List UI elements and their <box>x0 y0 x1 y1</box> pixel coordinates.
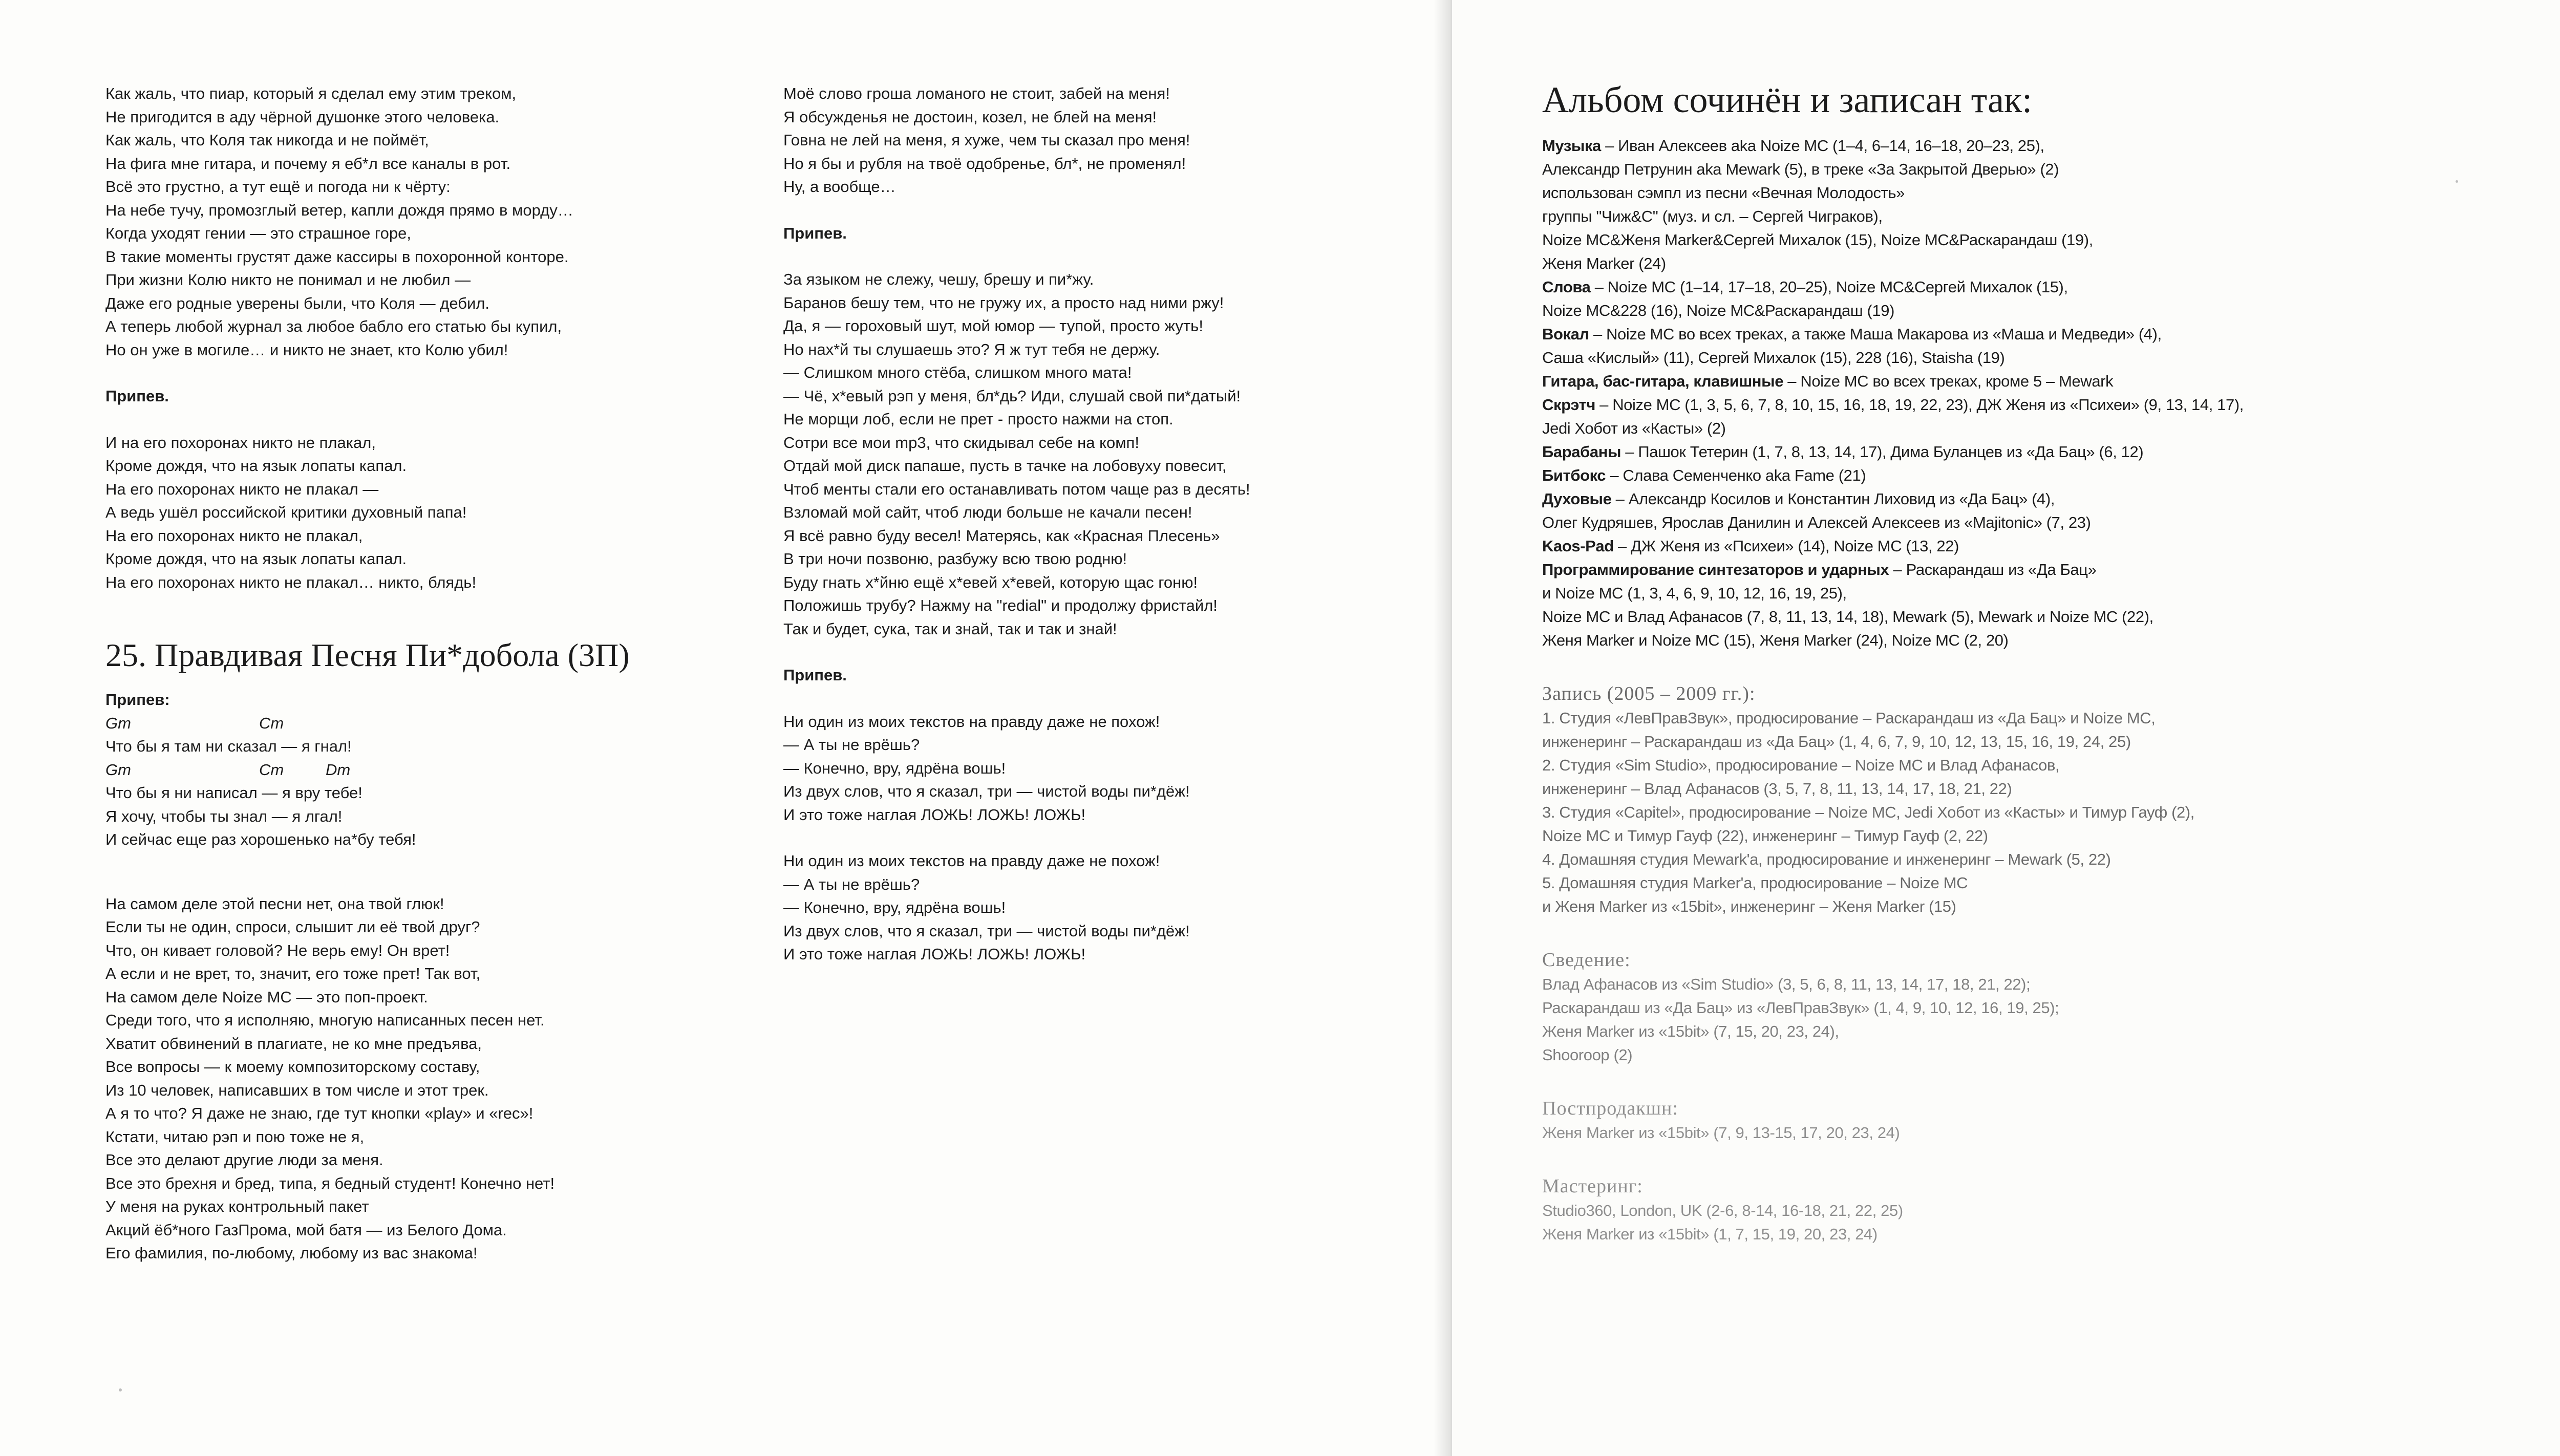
text-line: И на его похоронах никто не плакал, <box>105 433 376 452</box>
text-line: Но он уже в могиле… и никто не знает, кто Колю убил! <box>105 340 508 359</box>
credit-text: Noize MC и Влад Афанасов (7, 8, 11, 13, 14, 18), Mewark (5), Mewark и Noize MC (22), <box>1542 608 2153 626</box>
credit-role: Барабаны <box>1542 443 1622 461</box>
chord-row <box>105 758 669 782</box>
verse-block <box>783 268 1398 640</box>
text-line: Я обсужденья не достоин, козел, не блей на меня! <box>783 108 1157 126</box>
credit-role: Гитара, бас-гитара, клавишные <box>1542 372 1784 390</box>
text-line: Я всё равно буду весел! Матерясь, как «Красная Плесень» <box>783 526 1220 545</box>
credit-text: – ДЖ Женя из «Психеи» (14), Noize MC (13, 22) <box>1613 537 1959 555</box>
credit-line <box>1542 417 2560 440</box>
text-line: На его похоронах никто не плакал — <box>105 480 379 498</box>
credit-role: Битбокс <box>1542 466 1606 484</box>
text-line: Хватит обвинений в плагиате, не ко мне предъява, <box>105 1034 482 1053</box>
credit-text: Jedi Хобот из «Касты» (2) <box>1542 419 1726 437</box>
chord-row <box>105 712 669 735</box>
text-line: Даже его родные уверены были, что Коля — дебил. <box>105 294 490 312</box>
text-line: 2. Студия «Sim Studio», продюсирование – Noize MC и Влад Афанасов, <box>1542 756 2060 774</box>
credit-text: Олег Кудряшев, Ярослав Данилин и Алексей Алексеев из «Majitonic» (7, 23) <box>1542 513 2091 531</box>
credit-text: – Раскарандаш из «Да Бац» <box>1889 561 2097 579</box>
text-line: А теперь любой журнал за любое бабло его статью бы купил, <box>105 317 562 335</box>
chorus-label: Припев. <box>783 666 847 684</box>
text-line: Я хочу, чтобы ты знал — я лгал! <box>105 807 343 825</box>
text-line: Чтоб менты стали его останавливать потом чаще раз в десять! <box>783 480 1250 498</box>
text-line: На небе тучу, промозглый ветер, капли дождя прямо в морду… <box>105 201 573 219</box>
credit-line <box>1542 511 2560 534</box>
credit-role: Kaos-Pad <box>1542 537 1614 555</box>
credit-line <box>1542 487 2560 511</box>
credit-line <box>1542 534 2560 558</box>
credit-role: Духовые <box>1542 490 1612 508</box>
text-line: и Женя Marker из «15bit», инженеринг – Женя Marker (15) <box>1542 897 1956 915</box>
text-line: Ни один из моих текстов на правду даже не похож! <box>783 712 1160 731</box>
postproduction-heading: Постпродакшн: <box>1542 1098 1678 1119</box>
credit-line <box>1542 346 2560 370</box>
text-line: — Слишком много стёба, слишком много мата! <box>783 363 1132 381</box>
text-line: Что, он кивает головой? Не верь ему! Он врет! <box>105 941 450 959</box>
verse-block <box>783 710 1398 827</box>
text-line: Все это брехня и бред, типа, я бедный студент! Конечно нет! <box>105 1174 555 1192</box>
chorus-heading: Припев: <box>105 691 170 709</box>
chorus-label: Припев. <box>783 224 847 242</box>
text-line: инженеринг – Раскарандаш из «Да Бац» (1, 4, 6, 7, 9, 10, 12, 13, 15, 16, 19, 24, 25) <box>1542 733 2131 751</box>
text-line: Говна не лей на меня, я хуже, чем ты сказал про меня! <box>783 131 1190 149</box>
credit-text: и Noize MC (1, 3, 4, 6, 9, 10, 12, 16, 19, 25), <box>1542 584 1847 602</box>
text-line: Что бы я там ни сказал — я гнал! <box>105 737 352 755</box>
verse-block <box>105 892 669 1265</box>
text-line: 1. Студия «ЛевПравЗвук», продюсирование – Раскарандаш из «Да Бац» и Noize MC, <box>1542 709 2156 727</box>
text-line: В три ночи позвоню, разбужу всю твою родню! <box>783 550 1127 568</box>
print-speck <box>119 1388 122 1391</box>
text-line: И сейчас еще раз хорошенько на*бу тебя! <box>105 830 416 848</box>
text-line: Женя Marker из «15bit» (1, 7, 15, 19, 20, 23, 24) <box>1542 1225 1878 1243</box>
credit-line <box>1542 205 2560 228</box>
text-line: Из двух слов, что я сказал, три — чистой воды пи*дёж! <box>783 782 1190 800</box>
album-credits-title: Альбом сочинён и записан так: <box>1542 79 2033 120</box>
chord-label: Gm <box>105 714 131 732</box>
credit-text: – Иван Алексеев aka Noize MC (1–4, 6–14, 16–18, 20–23, 25), <box>1601 137 2044 155</box>
text-line: На фига мне гитара, и почему я еб*л все каналы в рот. <box>105 154 511 173</box>
text-line: А если и не врет, то, значит, его тоже прет! Так вот, <box>105 965 481 982</box>
chord-label: Dm <box>326 760 351 779</box>
credit-line <box>1542 134 2560 158</box>
text-line: Среди того, что я исполняю, многую написанных песен нет. <box>105 1011 545 1029</box>
credit-text: – Пашок Тетерин (1, 7, 8, 13, 14, 17), Дима Буланцев из «Да Бац» (6, 12) <box>1621 443 2144 461</box>
credit-line <box>1542 393 2560 417</box>
credit-text: – Александр Косилов и Константин Лиховид из «Да Бац» (4), <box>1611 490 2055 508</box>
credit-line <box>1542 228 2560 252</box>
text-line: Из 10 человек, написавших в том числе и этот трек. <box>105 1081 489 1099</box>
text-line: Отдай мой диск папаше, пусть в тачке на лобовуху повесит, <box>783 457 1227 475</box>
text-line: На самом деле Noize MC — это поп-проект. <box>105 988 428 1006</box>
text-line: Как жаль, что пиар, который я сделал ему этим треком, <box>105 84 517 102</box>
credit-line <box>1542 440 2560 464</box>
credit-text: – Noize MC во всех треках, а также Маша Макарова из «Маша и Медведи» (4), <box>1589 325 2162 343</box>
chord-label: Cm <box>259 760 284 779</box>
credit-line <box>1542 299 2560 323</box>
text-line: И это тоже наглая ЛОЖЬ! ЛОЖЬ! ЛОЖЬ! <box>783 945 1086 963</box>
verse-block <box>783 82 1398 199</box>
credit-role: Вокал <box>1542 325 1589 343</box>
recording-list <box>1542 706 2560 918</box>
text-line: Да, я — гороховый шут, мой юмор — тупой, просто жуть! <box>783 317 1203 335</box>
text-line: Ни один из моих текстов на правду даже не похож! <box>783 852 1160 870</box>
credit-line <box>1542 605 2560 629</box>
text-line: Когда уходят гении — это страшное горе, <box>105 224 411 242</box>
credit-role: Скрэтч <box>1542 396 1595 414</box>
credit-role: Программирование синтезаторов и ударных <box>1542 561 1889 579</box>
text-line: Из двух слов, что я сказал, три — чистой воды пи*дёж! <box>783 922 1190 940</box>
text-line: За языком не слежу, чешу, брешу и пи*жу. <box>783 270 1094 288</box>
credit-line <box>1542 558 2560 582</box>
credit-role: Слова <box>1542 278 1591 296</box>
text-line: Акций ёб*ного ГазПрома, мой батя — из Белого Дома. <box>105 1221 507 1239</box>
text-line: Кроме дождя, что на язык лопаты капал. <box>105 550 407 568</box>
text-line: — А ты не врёшь? <box>783 875 920 893</box>
text-line: Все вопросы — к моему композиторскому составу, <box>105 1058 480 1076</box>
credit-text: Женя Marker и Noize MC (15), Женя Marker (24), Noize MC (2, 20) <box>1542 631 2009 649</box>
text-line: Кстати, читаю рэп и пою тоже не я, <box>105 1127 365 1146</box>
text-line: инженеринг – Влад Афанасов (3, 5, 7, 8, 11, 13, 14, 17, 18, 21, 22) <box>1542 780 2012 798</box>
text-line: Взломай мой сайт, чтоб люди больше не качали песен! <box>783 503 1192 521</box>
credit-text: – Noize MC (1–14, 17–18, 20–25), Noize MC&Сергей Михалок (15), <box>1590 278 2068 296</box>
text-line: И это тоже наглая ЛОЖЬ! ЛОЖЬ! ЛОЖЬ! <box>783 805 1086 824</box>
right-page <box>1452 0 2560 1456</box>
postproduction-list <box>1542 1121 2560 1145</box>
song-title: 25. Правдивая Песня Пи*добола (3П) <box>105 637 630 673</box>
text-line: На его похоронах никто не плакал, <box>105 526 363 545</box>
text-line: Но нах*й ты слушаешь это? Я ж тут тебя не держу. <box>783 340 1160 358</box>
text-line: Так и будет, сука, так и знай, так и так и знай! <box>783 619 1117 638</box>
text-line: 3. Студия «Capitel», продюсирование – Noize MC, Jedi Хобот из «Касты» и Тимур Гауф (2), <box>1542 803 2194 821</box>
credits-list <box>1542 134 2560 652</box>
text-line: Всё это грустно, а тут ещё и погода ни к чёрту: <box>105 178 451 196</box>
mixing-list <box>1542 973 2560 1067</box>
credit-line <box>1542 275 2560 299</box>
text-line: Noize MC и Тимур Гауф (22), инженеринг – Тимур Гауф (2, 22) <box>1542 827 1988 845</box>
text-line: Влад Афанасов из «Sim Studio» (3, 5, 6, 8, 11, 13, 14, 17, 18, 21, 22); <box>1542 975 2031 993</box>
credit-line <box>1542 323 2560 346</box>
chorus-with-chords <box>105 712 669 851</box>
print-speck <box>2456 180 2458 183</box>
credit-role: Музыка <box>1542 137 1601 155</box>
text-line: Ну, а вообще… <box>783 178 896 196</box>
text-line: Кроме дождя, что на язык лопаты капал. <box>105 457 407 475</box>
lyrics-column-left <box>105 82 669 1265</box>
text-line: На его похоронах никто не плакал… никто, блядь! <box>105 573 477 591</box>
credit-line <box>1542 158 2560 181</box>
credit-text: Noize MC&Женя Marker&Сергей Михалок (15), Noize MC&Раскарандаш (19), <box>1542 231 2093 249</box>
text-line: Все это делают другие люди за меня. <box>105 1151 383 1169</box>
text-line: Баранов бешу тем, что не гружу их, а просто над ними ржу! <box>783 293 1224 312</box>
text-line: У меня на руках контрольный пакет <box>105 1197 369 1215</box>
text-line: Но я бы и рубля на твоё одобренье, бл*, не променял! <box>783 154 1186 173</box>
text-line: Если ты не один, спроси, слышит ли её твой друг? <box>105 918 480 936</box>
text-line: — Конечно, вру, ядрёна вошь! <box>783 898 1006 916</box>
text-line: 5. Домашняя студия Marker'а, продюсирование – Noize MC <box>1542 874 1968 892</box>
credit-text: Саша «Кислый» (11), Сергей Михалок (15), 228 (16), Staisha (19) <box>1542 349 2005 367</box>
credit-text: – Noize MC во всех треках, кроме 5 – Mewark <box>1783 372 2114 390</box>
text-line: При жизни Колю никто не понимал и не любил — <box>105 271 471 289</box>
text-line: Положишь трубу? Нажму на "redial" и продолжу фристайл! <box>783 596 1218 614</box>
credit-text: Noize MC&228 (16), Noize MC&Раскарандаш (19) <box>1542 302 1895 319</box>
text-line: Shooroop (2) <box>1542 1046 1633 1064</box>
chord-label: Cm <box>259 714 284 732</box>
verse-block <box>105 431 669 594</box>
mixing-heading: Сведение: <box>1542 949 1631 971</box>
credit-text: Александр Петрунин aka Mewark (5), в треке «За Закрытой Дверью» (2) <box>1542 160 2059 178</box>
text-line: — А ты не врёшь? <box>783 736 920 754</box>
credit-line <box>1542 370 2560 393</box>
verse-block <box>783 849 1398 966</box>
text-line: Моё слово гроша ломаного не стоит, забей на меня! <box>783 84 1170 102</box>
text-line: Его фамилия, по-любому, любому из вас знакома! <box>105 1244 478 1262</box>
text-line: — Конечно, вру, ядрёна вошь! <box>783 759 1006 777</box>
text-line: Буду гнать х*йню ещё х*евей х*евей, которую щас гоню! <box>783 573 1198 591</box>
credit-text: – Noize MC (1, 3, 5, 6, 7, 8, 10, 15, 16, 18, 19, 22, 23), ДЖ Женя из «Психеи» (9, 13, 14, 17), <box>1595 396 2244 414</box>
mastering-list <box>1542 1199 2560 1246</box>
text-line: Не пригодится в аду чёрной душонке этого человека. <box>105 108 500 126</box>
verse-block <box>105 82 669 361</box>
text-line: Studio360, London, UK (2-6, 8-14, 16-18, 21, 22, 25) <box>1542 1202 1903 1219</box>
credit-text: – Слава Семенченко aka Fame (21) <box>1606 466 1866 484</box>
text-line: 4. Домашняя студия Mewark'а, продюсирование и инженеринг – Mewark (5, 22) <box>1542 850 2111 868</box>
credit-text: использован сэмпл из песни «Вечная Молодость» <box>1542 184 1905 202</box>
chorus-label: Припев. <box>105 387 169 405</box>
credit-line <box>1542 629 2560 652</box>
credit-line <box>1542 181 2560 205</box>
credits-column <box>1542 77 2560 1246</box>
text-line: Раскарандаш из «Да Бац» из «ЛевПравЗвук» (1, 4, 9, 10, 12, 16, 19, 25); <box>1542 999 2059 1017</box>
text-line: На самом деле этой песни нет, она твой глюк! <box>105 894 444 913</box>
text-line: А я то что? Я даже не знаю, где тут кнопки «play» и «rec»! <box>105 1104 534 1122</box>
text-line: — Чё, х*евый рэп у меня, бл*дь? Иди, слушай свой пи*датый! <box>783 387 1241 405</box>
credit-text: Женя Marker (24) <box>1542 254 1666 272</box>
text-line: Женя Marker из «15bit» (7, 15, 20, 23, 24), <box>1542 1022 1839 1040</box>
text-line: Не морщи лоб, если не прет - просто нажми на стоп. <box>783 410 1174 428</box>
text-line: Женя Marker из «15bit» (7, 9, 13-15, 17, 20, 23, 24) <box>1542 1124 1900 1142</box>
recording-heading: Запись (2005 – 2009 гг.): <box>1542 683 1756 704</box>
text-line: Как жаль, что Коля так никогда и не поймёт, <box>105 131 429 149</box>
text-line: Сотри все мои mp3, что скидывал себе на комп! <box>783 433 1139 452</box>
credit-text: группы "Чиж&C" (муз. и сл. – Сергей Чиграков), <box>1542 207 1883 225</box>
mastering-heading: Мастеринг: <box>1542 1175 1643 1197</box>
text-line: В такие моменты грустят даже кассиры в похоронной конторе. <box>105 247 569 266</box>
chord-label: Gm <box>105 760 131 779</box>
credit-line <box>1542 464 2560 487</box>
text-line: А ведь ушёл российской критики духовный папа! <box>105 503 467 521</box>
lyrics-column-right <box>783 82 1398 966</box>
text-line: Что бы я ни написал — я вру тебе! <box>105 784 362 802</box>
credit-line <box>1542 252 2560 275</box>
credit-line <box>1542 582 2560 605</box>
